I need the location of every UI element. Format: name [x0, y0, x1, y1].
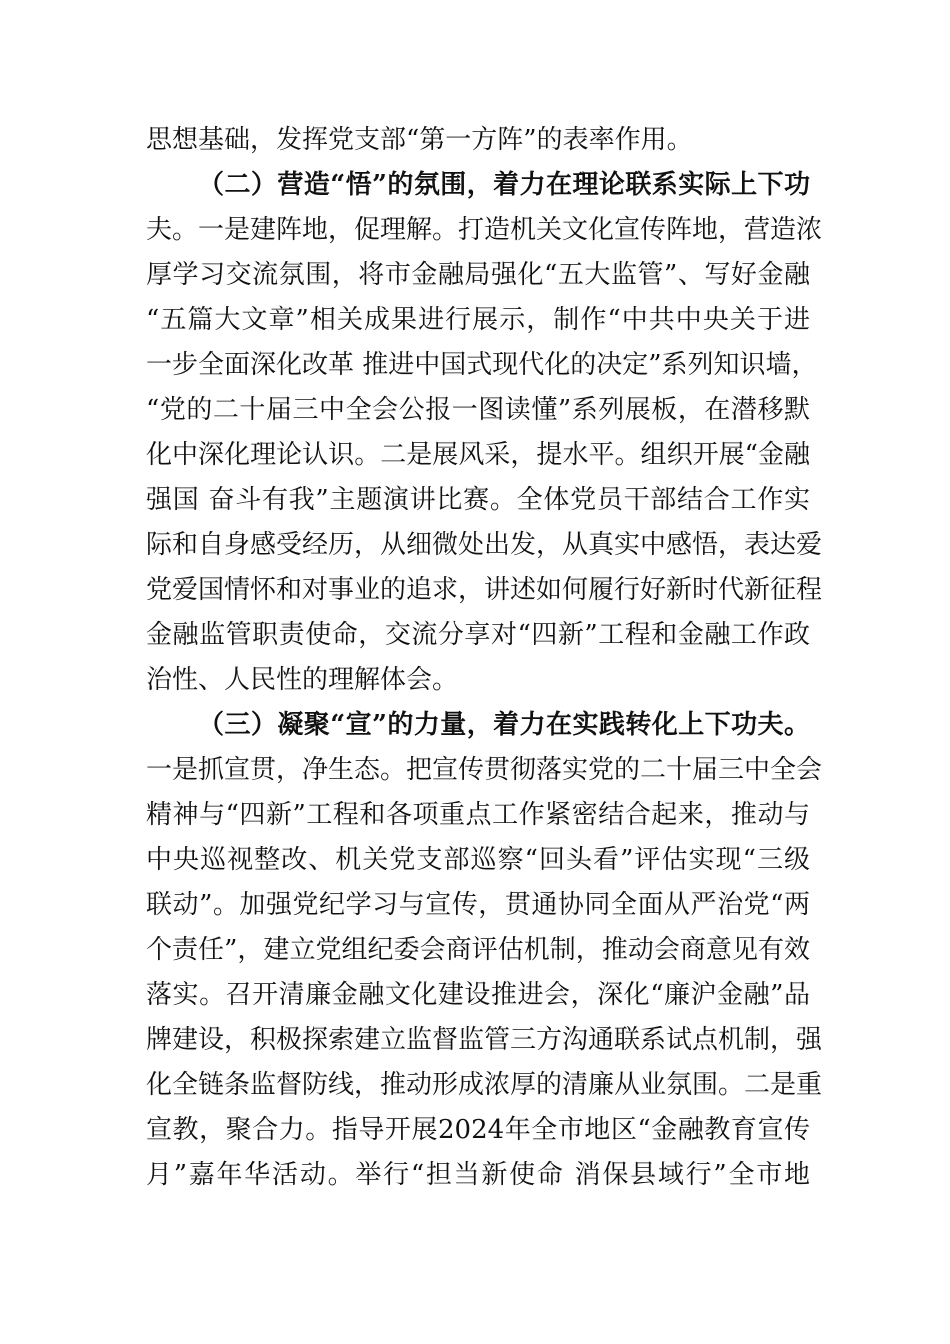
text-line: 化中深化理论认识。二是展风采，提水平。组织开展“金融	[146, 440, 810, 470]
text-line: 夫。一是建阵地，促理解。打造机关文化宣传阵地，营造浓	[146, 215, 823, 245]
text-line: 一步全面深化改革 推进中国式现代化的决定”系列知识墙，	[146, 350, 818, 380]
text-line: 中央巡视整改、机关党支部巡察“回头看”评估实现“三级	[146, 845, 810, 875]
section-heading-3: （三）凝聚“宣”的力量，着力在实践转化上下功夫。	[198, 710, 810, 740]
text-line: 联动”。加强党纪学习与宣传，贯通协同全面从严治党“两	[146, 890, 810, 920]
text-line: 厚学习交流氛围，将市金融局强化“五大监管”、写好金融	[146, 260, 810, 290]
text-line: 党爱国情怀和对事业的追求，讲述如何履行好新时代新征程	[146, 575, 823, 605]
text-line: 精神与“四新”工程和各项重点工作紧密结合起来，推动与	[146, 800, 810, 830]
section-heading-2: （二）营造“悟”的氛围，着力在理论联系实际上下功	[198, 170, 810, 200]
text-line: “党的二十届三中全会公报一图读懂”系列展板，在潜移默	[146, 395, 810, 425]
text-line: 思想基础，发挥党支部“第一方阵”的表率作用。	[146, 125, 693, 155]
text-line: 强国 奋斗有我”主题演讲比赛。全体党员干部结合工作实	[146, 485, 810, 515]
text-line: 一是抓宣贯，净生态。把宣传贯彻落实党的二十届三中全会	[146, 755, 823, 785]
text-line: 金融监管职责使命，交流分享对“四新”工程和金融工作政	[146, 620, 810, 650]
text-line: 际和自身感受经历，从细微处出发，从真实中感悟，表达爱	[146, 530, 823, 560]
text-line: 治性、人民性的理解体会。	[146, 665, 459, 695]
text-line: 个责任”，建立党组纪委会商评估机制，推动会商意见有效	[146, 935, 810, 965]
text-line: 宣教，聚合力。指导开展2024年全市地区“金融教育宣传	[146, 1115, 810, 1145]
text-line: 落实。召开清廉金融文化建设推进会，深化“廉沪金融”品	[146, 980, 810, 1010]
text-line: 化全链条监督防线，推动形成浓厚的清廉从业氛围。二是重	[146, 1070, 823, 1100]
text-line: 牌建设，积极探索建立监督监管三方沟通联系试点机制，强	[146, 1025, 823, 1055]
text-line: 月”嘉年华活动。举行“担当新使命 消保县域行”全市地	[146, 1160, 810, 1190]
text-line: “五篇大文章”相关成果进行展示，制作“中共中央关于进	[146, 305, 810, 335]
